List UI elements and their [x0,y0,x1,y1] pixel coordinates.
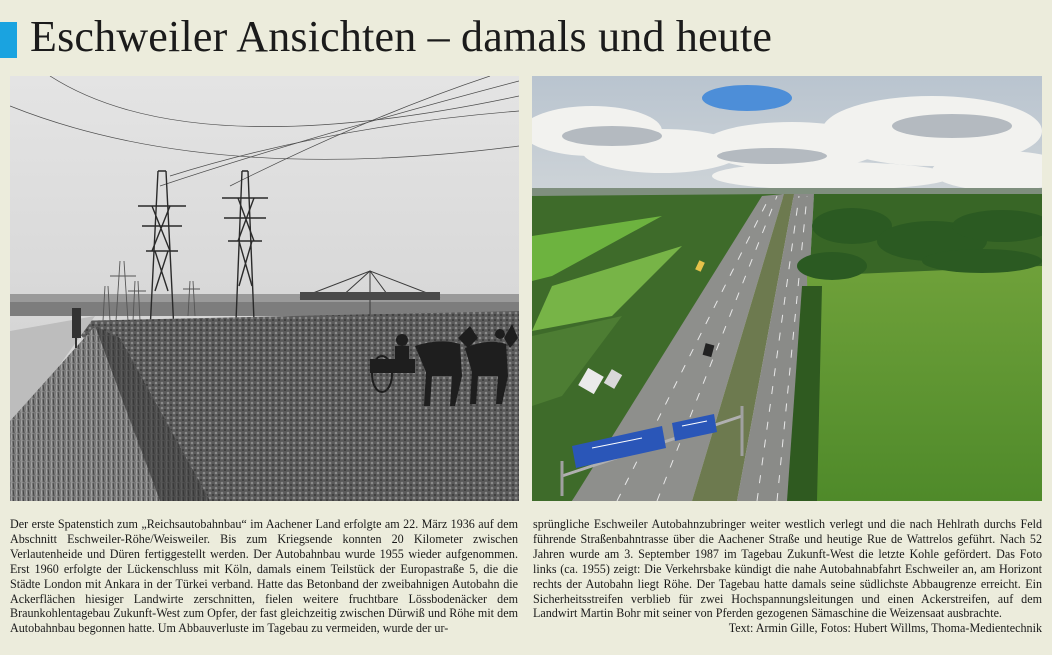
photo-credit: Text: Armin Gille, Fotos: Hubert Willms, Thoma-Medientechnik [728,621,1042,636]
accent-bar [0,22,17,58]
article-header [0,14,1052,66]
article-column-right [533,517,1042,636]
article-column-right-text: sprüngliche Eschweiler Autobahnzubringer weiter westlich verlegt und die nach Hehlrath durchs Feld führende Straßenbahntrasse über die Aachener Straße und heutige Rue de Wattrelos geführt. Nach 52 Jahren wurde am 3. September 1987 im Tagebau Zukunft-West die letzte Kohle gefördert. Das Foto links (ca. 1955) zeigt: Die Verkehrsbake kündigt die nahe Autobahnabfahrt Eschweiler an, am Horizont rechts der Autobahn liegt Röhe. Der Tagebau hatte damals seine südlichste Abbaugrenze erreicht. Ein Sicherheitsstreifen verblieb für zwei Hochspannungsleitungen und einen Ackerstreifen, auf dem Landwirt Martin Bohr mit seiner von Pferden gezogenen Sämaschine die Weizensaat ausbrachte. [533,517,1042,621]
historic-photo [10,76,519,501]
modern-aerial-photo [532,76,1042,501]
article-column-left: Der erste Spatenstich zum „Reichsautobahnbau“ im Aachener Land erfolgte am 22. März 1936 auf dem Abschnitt Eschweiler-Röhe/Weisweiler. Bis zum Kriegsende konnten 20 Kilometer zwischen Verlautenheide und Düren fertiggestellt werden. Der Autobahnbau wurde 1955 wieder aufgenommen. Erst 1960 erfolgte der Lückenschluss mit Köln, damals einem Teilstück der Europastraße 5, die die Städte London mit Ankara in der Türkei verband. Hatte das Betonband der zweibahnigen Autobahn die Ackerflächen hiesiger Landwirte zerschnitten, fielen weitere fruchtbare Lössbodenäcker dem Braunkohlentagebau Zukunft-West zum Opfer, der fast gleichzeitig zwischen Dürwiß und Röhe mit dem Autobahnbau begonnen hatte. Um Abbauverluste im Tagebau zu vermeiden, wurde der ur- [10,517,518,636]
headline: Eschweiler Ansichten – damals und heute [30,12,773,61]
